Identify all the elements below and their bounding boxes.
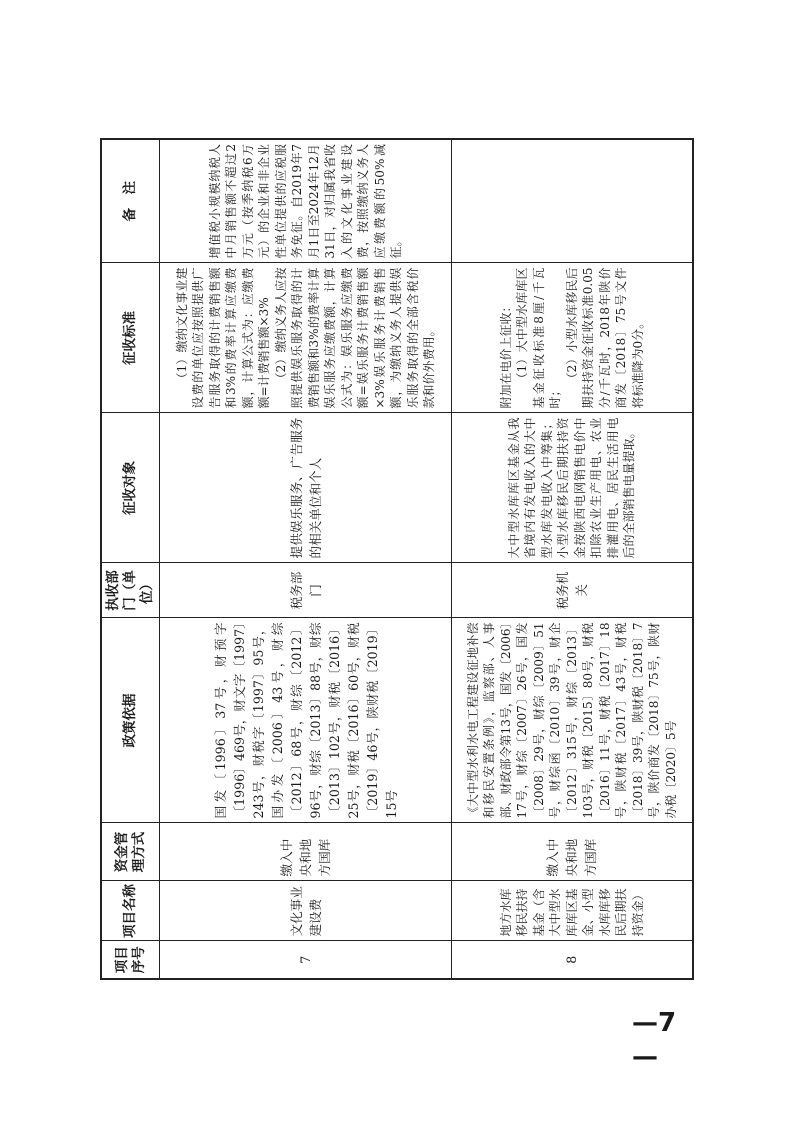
standard-paragraph: （1）大中型水库库区基金征收标准8厘/千瓦时；: [515, 267, 562, 409]
standard-paragraph: 附加在电价上征收：: [498, 300, 513, 409]
cell-dept: 税务机关: [452, 563, 693, 618]
page-number: —7—: [632, 1008, 677, 1072]
cell-mgmt: 缴入中央和地方国库: [452, 823, 693, 881]
fee-items-table: [100, 138, 694, 980]
header-mgmt: 资金管理方式: [101, 823, 160, 881]
cell-basis: 国发〔1996〕37号，财预字〔1996〕469号，财文字〔1997〕243号，财税字〔1997〕95号，国办发〔2006〕43号，财综〔2012〕68号，财综〔2012〕96号，财综〔2013〕88号，财综〔2013〕102号，财税〔2016〕25号，财税〔2016〕60号，财税〔2019〕46号，陕财税〔2019〕15号: [160, 618, 452, 823]
cell-target: 提供娱乐服务、广告服务的相关单位和个人: [160, 413, 452, 563]
cell-note: 增值税小规模纳税人中月销售额不超过2万元（按季纳税6万元）的企业和非企业性单位提供的应税服务免征。自2019年7月1日至2024年12月31日，对归属我省收入的文化事业建设费，按照缴纳义务人应缴费额的50%减征。: [160, 139, 452, 263]
standard-paragraph: （2）缴纳义务人应按照提供娱乐服务取得的计费销售额和3%的费率计算娱乐服务应缴费额，计算公式为：娱乐服务应缴费额=娱乐服务计费销售额×3%娱乐服务计费销售额，为缴纳义务人提供娱乐服务取得的全部含税价款和价外费用。: [273, 267, 436, 409]
table-rotated-container: [100, 140, 691, 980]
cell-seq: 7: [160, 941, 452, 979]
header-dept: 执收部门（单位）: [101, 563, 160, 618]
standard-paragraph: （1）缴纳文化事业建设费的单位应按照提供广告服务取得的计费销售额和3%的费率计算应缴费额，计算公式为：应缴费额=计费销售额×3%: [174, 267, 271, 409]
table-row: [160, 139, 452, 979]
header-name: 项目名称: [101, 881, 160, 941]
cell-mgmt: 缴入中央和地方国库: [160, 823, 452, 881]
table-row: [452, 139, 693, 979]
cell-name: 文化事业建设费: [160, 881, 452, 941]
cell-name: 地方水库移民扶持基金（含大中型水库库区基金、小型水库库移民后期扶持资金）: [452, 881, 693, 941]
header-row: [101, 139, 160, 979]
cell-basis: 《大中型水利水电工程建设征地补偿和移民安置条例》，监察部、人事部、财政部令第13号，国发〔2006〕17号，财综〔2007〕26号，国发〔2008〕29号，财综〔2009〕51号，财综函〔2010〕39号，财企〔2012〕315号，财综〔2013〕103号，财税〔2015〕80号，财税〔2016〕11号，财税〔2017〕18号，陕财税〔2017〕43号，财税〔2018〕39号，陕财税〔2018〕7号，陕价商发〔2018〕75号，陕财办税〔2020〕5号: [452, 618, 693, 823]
cell-note: [452, 139, 693, 263]
cell-standard: [160, 263, 452, 413]
cell-seq: 8: [452, 941, 693, 979]
header-standard: 征收标准: [101, 263, 160, 413]
cell-dept: 税务部门: [160, 563, 452, 618]
standard-paragraph: （2）小型水库移民后期扶持资金征收标准0.05分/千瓦时，2018年陕价商发〔2018〕75号文件将标准降为0分。: [564, 267, 645, 409]
cell-target: 大中型水库库区基金从我省境内有发电收入的大中型水库发电收入中筹集；小型水库移民后期扶持资金按陕西电网销售电价中扣除农业生产用电、农业排灌用电、居民生活用电后的全部销售电量提取。: [452, 413, 693, 563]
header-basis: 政策依据: [101, 618, 160, 823]
header-target: 征收对象: [101, 413, 160, 563]
rotated-table-frame: [100, 140, 691, 980]
header-seq: 项目序号: [101, 941, 160, 979]
cell-standard: [452, 263, 693, 413]
header-note: 备 注: [101, 139, 160, 263]
